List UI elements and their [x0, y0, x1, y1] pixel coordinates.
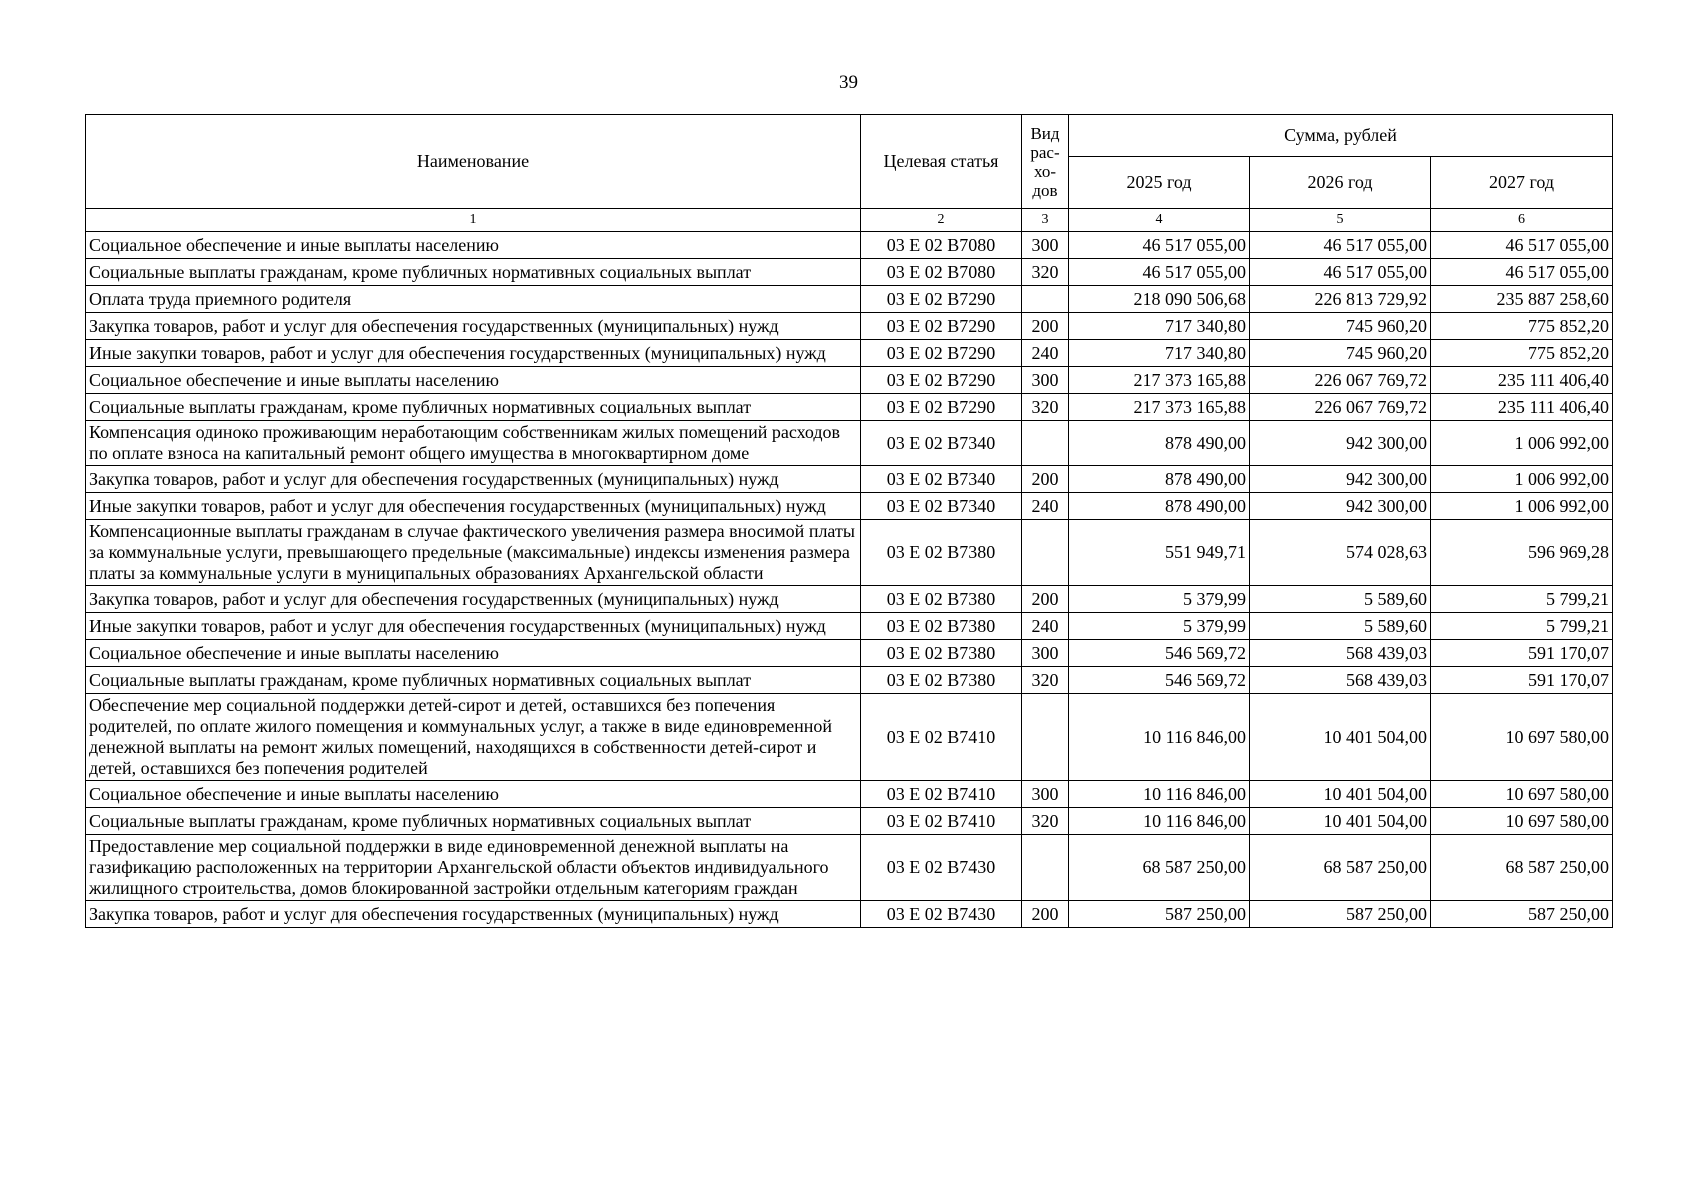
row-target-article: 03 Е 02 В7410: [861, 694, 1022, 781]
row-name: Социальное обеспечение и иные выплаты населению: [86, 232, 861, 259]
row-amount-2027: 591 170,07: [1431, 640, 1613, 667]
row-target-article: 03 Е 02 В7080: [861, 232, 1022, 259]
row-target-article: 03 Е 02 В7380: [861, 520, 1022, 586]
row-amount-2026: 226 067 769,72: [1250, 394, 1431, 421]
table-row: [86, 694, 1613, 781]
row-expense-type: 200: [1022, 466, 1069, 493]
row-expense-type: 240: [1022, 493, 1069, 520]
table-row: [86, 286, 1613, 313]
row-target-article: 03 Е 02 В7380: [861, 667, 1022, 694]
row-amount-2026: 10 401 504,00: [1250, 781, 1431, 808]
row-expense-type: 240: [1022, 613, 1069, 640]
column-number: 1: [86, 209, 861, 232]
row-amount-2027: 775 852,20: [1431, 313, 1613, 340]
row-amount-2027: 591 170,07: [1431, 667, 1613, 694]
row-amount-2025: 878 490,00: [1069, 493, 1250, 520]
row-amount-2026: 10 401 504,00: [1250, 808, 1431, 835]
row-amount-2026: 587 250,00: [1250, 901, 1431, 928]
row-target-article: 03 Е 02 В7290: [861, 394, 1022, 421]
row-expense-type: 300: [1022, 367, 1069, 394]
row-name: Оплата труда приемного родителя: [86, 286, 861, 313]
row-amount-2025: 68 587 250,00: [1069, 835, 1250, 901]
row-name: Компенсация одиноко проживающим неработающим собственникам жилых помещений расходов по оплате взноса на капитальный ремонт общего имущества в многоквартирном доме: [86, 421, 861, 466]
row-amount-2025: 218 090 506,68: [1069, 286, 1250, 313]
row-amount-2026: 68 587 250,00: [1250, 835, 1431, 901]
row-expense-type: 320: [1022, 808, 1069, 835]
budget-table: [85, 114, 1613, 928]
header-expense-type: Вид рас-хо-дов: [1022, 115, 1069, 209]
column-number-row: [86, 209, 1613, 232]
row-amount-2025: 546 569,72: [1069, 640, 1250, 667]
row-amount-2026: 10 401 504,00: [1250, 694, 1431, 781]
table-row: [86, 901, 1613, 928]
table-row: [86, 421, 1613, 466]
row-name: Компенсационные выплаты гражданам в случае фактического увеличения размера вносимой платы за коммунальные услуги, превышающего предельные (максимальные) индексы изменения размера платы за коммунальные услуги в муниципальных образованиях Архангельской области: [86, 520, 861, 586]
header-name: Наименование: [86, 115, 861, 209]
row-expense-type: 200: [1022, 313, 1069, 340]
row-name: Социальное обеспечение и иные выплаты населению: [86, 781, 861, 808]
column-number: 2: [861, 209, 1022, 232]
row-amount-2026: 5 589,60: [1250, 586, 1431, 613]
row-name: Закупка товаров, работ и услуг для обеспечения государственных (муниципальных) нужд: [86, 466, 861, 493]
row-amount-2027: 596 969,28: [1431, 520, 1613, 586]
row-amount-2027: 10 697 580,00: [1431, 808, 1613, 835]
row-amount-2027: 5 799,21: [1431, 613, 1613, 640]
column-number: 6: [1431, 209, 1613, 232]
row-amount-2025: 10 116 846,00: [1069, 781, 1250, 808]
table-row: [86, 340, 1613, 367]
row-expense-type: [1022, 835, 1069, 901]
row-amount-2026: 745 960,20: [1250, 340, 1431, 367]
row-name: Иные закупки товаров, работ и услуг для обеспечения государственных (муниципальных) нужд: [86, 493, 861, 520]
header-target-article: Целевая статья: [861, 115, 1022, 209]
row-name: Социальное обеспечение и иные выплаты населению: [86, 640, 861, 667]
row-target-article: 03 Е 02 В7430: [861, 835, 1022, 901]
row-amount-2027: 1 006 992,00: [1431, 421, 1613, 466]
row-target-article: 03 Е 02 В7290: [861, 340, 1022, 367]
table-row: [86, 586, 1613, 613]
table-row: [86, 466, 1613, 493]
table-row: [86, 667, 1613, 694]
table-row: [86, 781, 1613, 808]
row-name: Обеспечение мер социальной поддержки детей-сирот и детей, оставшихся без попечения родителей, по оплате жилого помещения и коммунальных услуг, а также в виде единовременной денежной выплаты на ремонт жилых помещений, находящихся в собственности детей-сирот и детей, оставшихся без попечения родителей: [86, 694, 861, 781]
table-row: [86, 835, 1613, 901]
header-year-2025: 2025 год: [1069, 157, 1250, 209]
row-amount-2025: 217 373 165,88: [1069, 394, 1250, 421]
table-row: [86, 640, 1613, 667]
row-amount-2026: 568 439,03: [1250, 667, 1431, 694]
row-amount-2025: 878 490,00: [1069, 421, 1250, 466]
row-amount-2025: 551 949,71: [1069, 520, 1250, 586]
row-target-article: 03 Е 02 В7080: [861, 259, 1022, 286]
row-expense-type: 300: [1022, 640, 1069, 667]
row-amount-2027: 1 006 992,00: [1431, 493, 1613, 520]
row-expense-type: 300: [1022, 781, 1069, 808]
row-amount-2025: 46 517 055,00: [1069, 232, 1250, 259]
row-amount-2027: 587 250,00: [1431, 901, 1613, 928]
row-expense-type: 320: [1022, 667, 1069, 694]
row-expense-type: 320: [1022, 394, 1069, 421]
row-amount-2026: 46 517 055,00: [1250, 259, 1431, 286]
row-amount-2025: 5 379,99: [1069, 586, 1250, 613]
row-name: Социальное обеспечение и иные выплаты населению: [86, 367, 861, 394]
row-expense-type: 200: [1022, 901, 1069, 928]
row-amount-2026: 46 517 055,00: [1250, 232, 1431, 259]
row-expense-type: 200: [1022, 586, 1069, 613]
row-amount-2026: 942 300,00: [1250, 493, 1431, 520]
row-amount-2025: 546 569,72: [1069, 667, 1250, 694]
table-row: [86, 259, 1613, 286]
row-expense-type: [1022, 286, 1069, 313]
row-expense-type: [1022, 421, 1069, 466]
row-amount-2026: 942 300,00: [1250, 421, 1431, 466]
table-row: [86, 493, 1613, 520]
page-number: 39: [839, 72, 858, 93]
row-amount-2025: 217 373 165,88: [1069, 367, 1250, 394]
table-row: [86, 808, 1613, 835]
row-amount-2025: 717 340,80: [1069, 313, 1250, 340]
row-amount-2026: 226 813 729,92: [1250, 286, 1431, 313]
table-row: [86, 394, 1613, 421]
row-target-article: 03 Е 02 В7380: [861, 613, 1022, 640]
header-sum: Сумма, рублей: [1069, 115, 1613, 157]
row-amount-2026: 574 028,63: [1250, 520, 1431, 586]
row-target-article: 03 Е 02 В7410: [861, 808, 1022, 835]
row-amount-2027: 46 517 055,00: [1431, 232, 1613, 259]
row-name: Предоставление мер социальной поддержки в виде единовременной денежной выплаты на газификацию расположенных на территории Архангельской области объектов индивидуального жилищного строительства, домов блокированной застройки отдельным категориям граждан: [86, 835, 861, 901]
row-amount-2027: 1 006 992,00: [1431, 466, 1613, 493]
row-amount-2025: 5 379,99: [1069, 613, 1250, 640]
row-amount-2026: 5 589,60: [1250, 613, 1431, 640]
row-name: Иные закупки товаров, работ и услуг для обеспечения государственных (муниципальных) нужд: [86, 613, 861, 640]
row-target-article: 03 Е 02 В7290: [861, 313, 1022, 340]
row-amount-2027: 5 799,21: [1431, 586, 1613, 613]
column-number: 3: [1022, 209, 1069, 232]
row-name: Иные закупки товаров, работ и услуг для обеспечения государственных (муниципальных) нужд: [86, 340, 861, 367]
row-amount-2027: 68 587 250,00: [1431, 835, 1613, 901]
row-name: Социальные выплаты гражданам, кроме публичных нормативных социальных выплат: [86, 808, 861, 835]
table-row: [86, 367, 1613, 394]
header-year-2026: 2026 год: [1250, 157, 1431, 209]
row-amount-2027: 775 852,20: [1431, 340, 1613, 367]
row-amount-2027: 235 111 406,40: [1431, 367, 1613, 394]
row-amount-2027: 10 697 580,00: [1431, 694, 1613, 781]
row-expense-type: [1022, 520, 1069, 586]
row-target-article: 03 Е 02 В7380: [861, 586, 1022, 613]
row-amount-2026: 226 067 769,72: [1250, 367, 1431, 394]
row-target-article: 03 Е 02 В7290: [861, 367, 1022, 394]
row-target-article: 03 Е 02 В7290: [861, 286, 1022, 313]
row-name: Социальные выплаты гражданам, кроме публичных нормативных социальных выплат: [86, 394, 861, 421]
row-expense-type: 240: [1022, 340, 1069, 367]
row-expense-type: [1022, 694, 1069, 781]
row-name: Закупка товаров, работ и услуг для обеспечения государственных (муниципальных) нужд: [86, 586, 861, 613]
row-target-article: 03 Е 02 В7340: [861, 466, 1022, 493]
row-name: Закупка товаров, работ и услуг для обеспечения государственных (муниципальных) нужд: [86, 313, 861, 340]
row-target-article: 03 Е 02 В7410: [861, 781, 1022, 808]
column-number: 5: [1250, 209, 1431, 232]
table-row: [86, 313, 1613, 340]
row-target-article: 03 Е 02 В7340: [861, 421, 1022, 466]
row-amount-2025: 878 490,00: [1069, 466, 1250, 493]
row-name: Социальные выплаты гражданам, кроме публичных нормативных социальных выплат: [86, 259, 861, 286]
row-amount-2026: 745 960,20: [1250, 313, 1431, 340]
row-amount-2027: 46 517 055,00: [1431, 259, 1613, 286]
row-name: Социальные выплаты гражданам, кроме публичных нормативных социальных выплат: [86, 667, 861, 694]
table-row: [86, 520, 1613, 586]
table-row: [86, 232, 1613, 259]
row-expense-type: 300: [1022, 232, 1069, 259]
row-amount-2025: 587 250,00: [1069, 901, 1250, 928]
row-amount-2027: 235 111 406,40: [1431, 394, 1613, 421]
row-amount-2026: 568 439,03: [1250, 640, 1431, 667]
column-number: 4: [1069, 209, 1250, 232]
row-amount-2027: 10 697 580,00: [1431, 781, 1613, 808]
table-body: [86, 232, 1613, 928]
row-amount-2025: 717 340,80: [1069, 340, 1250, 367]
table-row: [86, 613, 1613, 640]
row-target-article: 03 Е 02 В7430: [861, 901, 1022, 928]
row-expense-type: 320: [1022, 259, 1069, 286]
row-amount-2025: 10 116 846,00: [1069, 694, 1250, 781]
row-amount-2025: 46 517 055,00: [1069, 259, 1250, 286]
row-amount-2025: 10 116 846,00: [1069, 808, 1250, 835]
row-name: Закупка товаров, работ и услуг для обеспечения государственных (муниципальных) нужд: [86, 901, 861, 928]
row-target-article: 03 Е 02 В7380: [861, 640, 1022, 667]
row-target-article: 03 Е 02 В7340: [861, 493, 1022, 520]
header-year-2027: 2027 год: [1431, 157, 1613, 209]
row-amount-2026: 942 300,00: [1250, 466, 1431, 493]
row-amount-2027: 235 887 258,60: [1431, 286, 1613, 313]
